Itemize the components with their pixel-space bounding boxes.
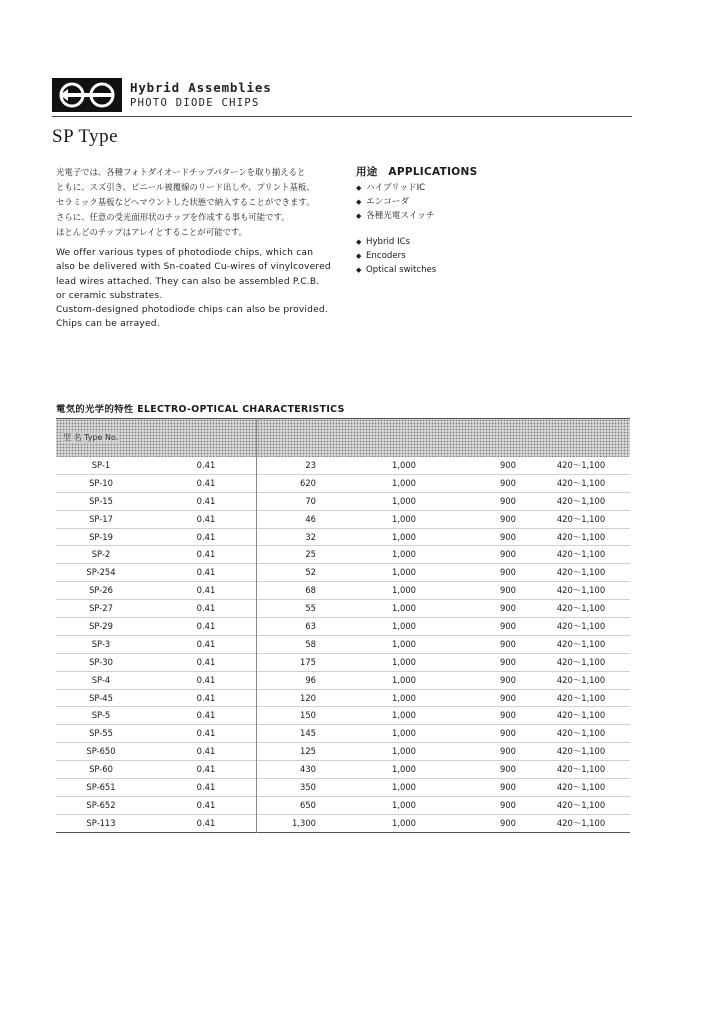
- table-cell: 0.41: [196, 549, 216, 560]
- table-cell: 0.41: [196, 585, 216, 596]
- table-cell: SP-651: [86, 782, 116, 793]
- table-cell: 420〜1,100: [556, 477, 606, 488]
- table-cell: 0.41: [196, 460, 216, 470]
- bullet-diamond-icon: ◆: [356, 266, 362, 275]
- brand-line-2: PHOTO DIODE CHIPS: [130, 97, 260, 109]
- bullet-diamond-icon: ◆: [356, 184, 362, 192]
- list-item: ◆ エンコーダ: [356, 195, 434, 209]
- table-cell: 900: [500, 799, 516, 810]
- table-cell: 900: [500, 513, 516, 524]
- jp-line: ほとんどのチップはアレイとすることが可能です。: [56, 227, 247, 237]
- english-description: [56, 246, 346, 332]
- list-item: ◆ 各種光電スイッチ: [356, 209, 434, 223]
- table-cell: 145: [300, 728, 316, 739]
- table-cell: 1,000: [392, 621, 416, 632]
- table-row: [56, 493, 630, 511]
- applications-list-jp: [356, 181, 434, 224]
- table-row: [56, 672, 630, 690]
- table-cell: 900: [500, 710, 516, 721]
- table-cell: 900: [500, 567, 516, 578]
- table-cell: 1,000: [392, 638, 416, 649]
- table-cell: 0.41: [196, 567, 216, 578]
- company-logo: [52, 78, 122, 112]
- table-cell: 25: [305, 549, 316, 560]
- bullet-diamond-icon: ◆: [356, 252, 362, 261]
- table-cell: 1,000: [392, 656, 416, 667]
- table-cell: SP-113: [86, 817, 116, 828]
- table-cell: 420〜1,100: [556, 513, 606, 524]
- table-cell: 420〜1,100: [556, 585, 606, 596]
- table-row: [56, 797, 630, 815]
- table-row: [56, 546, 630, 564]
- table-cell: 0.41: [196, 621, 216, 632]
- table-cell: 0.41: [196, 692, 216, 703]
- bullet-diamond-icon: ◆: [356, 238, 362, 246]
- table-cell: 55: [305, 603, 316, 614]
- japanese-description: [56, 165, 346, 240]
- table-cell: 0.41: [196, 603, 216, 614]
- table-cell: SP-29: [89, 621, 113, 632]
- table-cell: 1,000: [392, 728, 416, 739]
- jp-line: ともに、スズ引き、ビニール被覆線のリード出しや、プリント基板、: [56, 182, 315, 192]
- table-cell: 900: [500, 728, 516, 739]
- table-cell: 420〜1,100: [556, 638, 606, 649]
- jp-line: セラミック基板などへマウントした状態で納入することができます。: [56, 197, 315, 207]
- table-cell: 0.41: [196, 674, 216, 685]
- table-row: [56, 690, 630, 708]
- header-type-no: 型 名 Type No.: [63, 433, 119, 442]
- table-cell: SP-19: [89, 531, 113, 542]
- table-cell: 350: [300, 782, 316, 793]
- jp-line: 光電子では、各種フォトダイオードチップパターンを取り揃えると: [56, 167, 306, 177]
- table-cell: SP-4: [91, 674, 111, 685]
- table-cell: SP-17: [89, 513, 113, 524]
- table-cell: SP-45: [89, 692, 113, 703]
- table-cell: SP-650: [86, 746, 116, 757]
- table-row: [56, 511, 630, 529]
- table-cell: 900: [500, 603, 516, 614]
- table-cell: 1,000: [392, 495, 416, 506]
- table-row: [56, 600, 630, 618]
- table-cell: 420〜1,100: [556, 531, 606, 542]
- table-cell: 900: [500, 674, 516, 685]
- table-row: [56, 457, 630, 475]
- table-row: [56, 529, 630, 547]
- table-cell: 430: [300, 764, 316, 775]
- table-cell: 1,000: [392, 817, 416, 828]
- table-cell: SP-30: [89, 656, 113, 667]
- table-cell: 1,000: [392, 513, 416, 524]
- en-line: We offer various types of photodiode chips, which can: [56, 248, 314, 258]
- table-cell: 32: [305, 531, 316, 542]
- header-divider: [52, 116, 632, 117]
- table-cell: 1,000: [392, 782, 416, 793]
- table-cell: SP-652: [86, 799, 116, 810]
- table-cell: 175: [300, 656, 316, 667]
- table-cell: 900: [500, 495, 516, 506]
- table-cell: 1,000: [392, 460, 416, 470]
- table-cell: 1,000: [392, 692, 416, 703]
- table-cell: 900: [500, 621, 516, 632]
- table-cell: 420〜1,100: [556, 782, 606, 793]
- table-cell: 0.41: [196, 746, 216, 757]
- table-row: [56, 815, 630, 833]
- column-divider: [256, 418, 257, 833]
- table-cell: 420〜1,100: [556, 799, 606, 810]
- table-cell: 1,000: [392, 603, 416, 614]
- jp-line: さらに、任意の受光面形状のチップを作成する事も可能です。: [56, 212, 290, 222]
- table-cell: 96: [305, 674, 316, 685]
- table-cell: 0.41: [196, 513, 216, 524]
- bullet-diamond-icon: ◆: [356, 198, 362, 207]
- table-cell: 1,300: [292, 817, 316, 828]
- table-cell: 900: [500, 477, 516, 488]
- table-row: [56, 564, 630, 582]
- list-item: ◆ Hybrid ICs: [356, 235, 436, 249]
- table-cell: SP-5: [91, 710, 111, 721]
- applications-list-en: [356, 235, 436, 278]
- table-cell: 1,000: [392, 531, 416, 542]
- table-row: [56, 725, 630, 743]
- characteristics-title: 電気的光学的特性 ELECTRO-OPTICAL CHARACTERISTICS: [56, 404, 345, 415]
- table-cell: SP-10: [89, 477, 113, 488]
- table-cell: 63: [305, 621, 316, 632]
- table-cell: SP-60: [89, 764, 113, 775]
- table-cell: 0.41: [196, 799, 216, 810]
- table-cell: 900: [500, 692, 516, 703]
- table-row: [56, 743, 630, 761]
- table-cell: 1,000: [392, 799, 416, 810]
- table-cell: 0.41: [196, 764, 216, 775]
- table-cell: 900: [500, 782, 516, 793]
- table-cell: 420〜1,100: [556, 460, 606, 470]
- table-cell: SP-26: [89, 585, 113, 596]
- table-cell: 900: [500, 746, 516, 757]
- table-cell: 1,000: [392, 549, 416, 560]
- table-cell: 150: [300, 710, 316, 721]
- table-cell: 0.41: [196, 477, 216, 488]
- table-cell: 23: [305, 460, 316, 470]
- table-cell: 0.41: [196, 817, 216, 828]
- characteristics-table: [56, 418, 630, 833]
- applications-heading: 用途 APPLICATIONS: [356, 166, 478, 178]
- table-cell: SP-55: [89, 728, 113, 739]
- list-item: ◆ ハイブリッドIC: [356, 181, 434, 195]
- table-cell: 420〜1,100: [556, 495, 606, 506]
- table-cell: 0.41: [196, 656, 216, 667]
- table-cell: 420〜1,100: [556, 674, 606, 685]
- table-cell: 650: [300, 799, 316, 810]
- table-cell: SP-27: [89, 603, 113, 614]
- table-cell: SP-3: [91, 638, 111, 649]
- list-item: ◆ Encoders: [356, 249, 436, 263]
- table-cell: 1,000: [392, 710, 416, 721]
- table-cell: 420〜1,100: [556, 728, 606, 739]
- table-cell: 420〜1,100: [556, 549, 606, 560]
- table-cell: 1,000: [392, 746, 416, 757]
- table-cell: 420〜1,100: [556, 710, 606, 721]
- table-cell: 0.41: [196, 495, 216, 506]
- table-row: [56, 761, 630, 779]
- table-cell: 900: [500, 585, 516, 596]
- table-cell: 1,000: [392, 674, 416, 685]
- table-cell: SP-15: [89, 495, 113, 506]
- table-cell: 420〜1,100: [556, 746, 606, 757]
- en-line: also be delivered with Sn-coated Cu-wires of vinylcovered: [56, 262, 331, 273]
- page-title: SP Type: [52, 126, 119, 147]
- table-cell: 70: [305, 495, 316, 506]
- table-cell: 420〜1,100: [556, 817, 606, 828]
- logo-mark-icon: [52, 78, 122, 112]
- table-row: [56, 582, 630, 600]
- table-cell: 0.41: [196, 531, 216, 542]
- table-cell: SP-254: [86, 567, 116, 578]
- table-cell: 900: [500, 638, 516, 649]
- table-cell: 900: [500, 764, 516, 775]
- table-header: [56, 418, 630, 457]
- table-cell: 420〜1,100: [556, 656, 606, 667]
- table-cell: 1,000: [392, 585, 416, 596]
- table-cell: 420〜1,100: [556, 764, 606, 775]
- table-cell: 0.41: [196, 728, 216, 739]
- table-cell: 420〜1,100: [556, 692, 606, 703]
- brand-line-1: Hybrid Assemblies: [130, 80, 272, 95]
- table-cell: 900: [500, 531, 516, 542]
- en-line: Chips can be arrayed.: [56, 319, 160, 330]
- table-cell: 125: [300, 746, 316, 757]
- table-cell: 0.41: [196, 710, 216, 721]
- table-cell: 900: [500, 656, 516, 667]
- en-line: lead wires attached. They can also be assembled P.C.B.: [56, 276, 320, 287]
- en-line: Custom-designed photodiode chips can also be provided.: [56, 305, 328, 316]
- table-cell: 420〜1,100: [556, 567, 606, 578]
- table-row: [56, 654, 630, 672]
- table-cell: 620: [300, 477, 316, 488]
- table-cell: 420〜1,100: [556, 621, 606, 632]
- table-cell: 1,000: [392, 764, 416, 775]
- table-cell: 1,000: [392, 567, 416, 578]
- table-cell: 68: [305, 585, 316, 596]
- table-cell: 1,000: [392, 477, 416, 488]
- table-cell: 900: [500, 460, 516, 470]
- list-item: ◆ Optical switches: [356, 263, 436, 277]
- table-row: [56, 707, 630, 725]
- table-cell: 0.41: [196, 782, 216, 793]
- bullet-diamond-icon: ◆: [356, 212, 362, 221]
- table-row: [56, 779, 630, 797]
- table-cell: SP-1: [91, 460, 111, 470]
- table-cell: 52: [305, 567, 316, 578]
- table-cell: SP-2: [91, 549, 111, 560]
- table-cell: 420〜1,100: [556, 603, 606, 614]
- table-cell: 46: [305, 513, 316, 524]
- table-cell: 900: [500, 549, 516, 560]
- table-cell: 120: [300, 692, 316, 703]
- table-row: [56, 618, 630, 636]
- table-row: [56, 636, 630, 654]
- table-row: [56, 475, 630, 493]
- table-cell: 0.41: [196, 638, 216, 649]
- en-line: or ceramic substrates.: [56, 290, 163, 301]
- table-cell: 58: [305, 638, 316, 649]
- table-cell: 900: [500, 817, 516, 828]
- brand-block: [130, 80, 272, 109]
- table-body: [56, 457, 630, 833]
